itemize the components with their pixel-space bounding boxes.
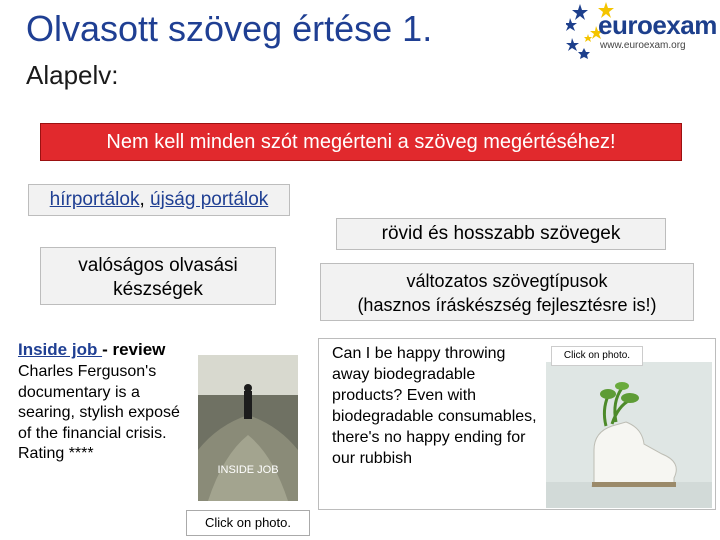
review-text: Charles Ferguson's documentary is a searing, stylish exposé of the financial crisis. Rating ****: [18, 363, 180, 462]
real-reading-skills-box: valóságos olvasási készségek: [40, 247, 276, 305]
principle-banner: Nem kell minden szót megérteni a szöveg megértéséhez!: [40, 123, 682, 161]
logo-url: www.euroexam.org: [600, 40, 686, 51]
logo-text: euroexam: [598, 10, 717, 40]
white-shoe-plant-image[interactable]: [546, 362, 712, 508]
click-on-photo-label-1[interactable]: Click on photo.: [186, 510, 310, 536]
slide-title: Olvasott szöveg értése 1.: [26, 8, 433, 49]
review-dash: - review: [102, 340, 166, 359]
inside-job-poster-image[interactable]: [198, 355, 298, 501]
short-long-texts-box: rövid és hosszabb szövegek: [336, 218, 666, 250]
news-portals-link[interactable]: hírportálok: [49, 189, 140, 210]
portals-box: [28, 184, 290, 216]
biodegradable-article-text: Can I be happy throwing away biodegradable products? Even with biodegradable consumables, there's no happy ending for our rubbish: [332, 345, 537, 467]
review-block: [18, 340, 190, 510]
portals-separator: ,: [139, 189, 151, 210]
inside-job-link[interactable]: Inside job: [18, 340, 103, 359]
poster-caption: INSIDE JOB: [217, 464, 279, 476]
text-types-line2: (hasznos íráskészség fejlesztésre is!): [357, 295, 657, 315]
text-types-box: [320, 263, 694, 321]
slide-subtitle: Alapelv:: [26, 60, 119, 90]
newspaper-portals-link[interactable]: újság portálok: [150, 189, 269, 210]
click-on-photo-label-2[interactable]: Click on photo.: [551, 346, 643, 366]
text-types-line1: változatos szövegtípusok: [406, 271, 608, 291]
